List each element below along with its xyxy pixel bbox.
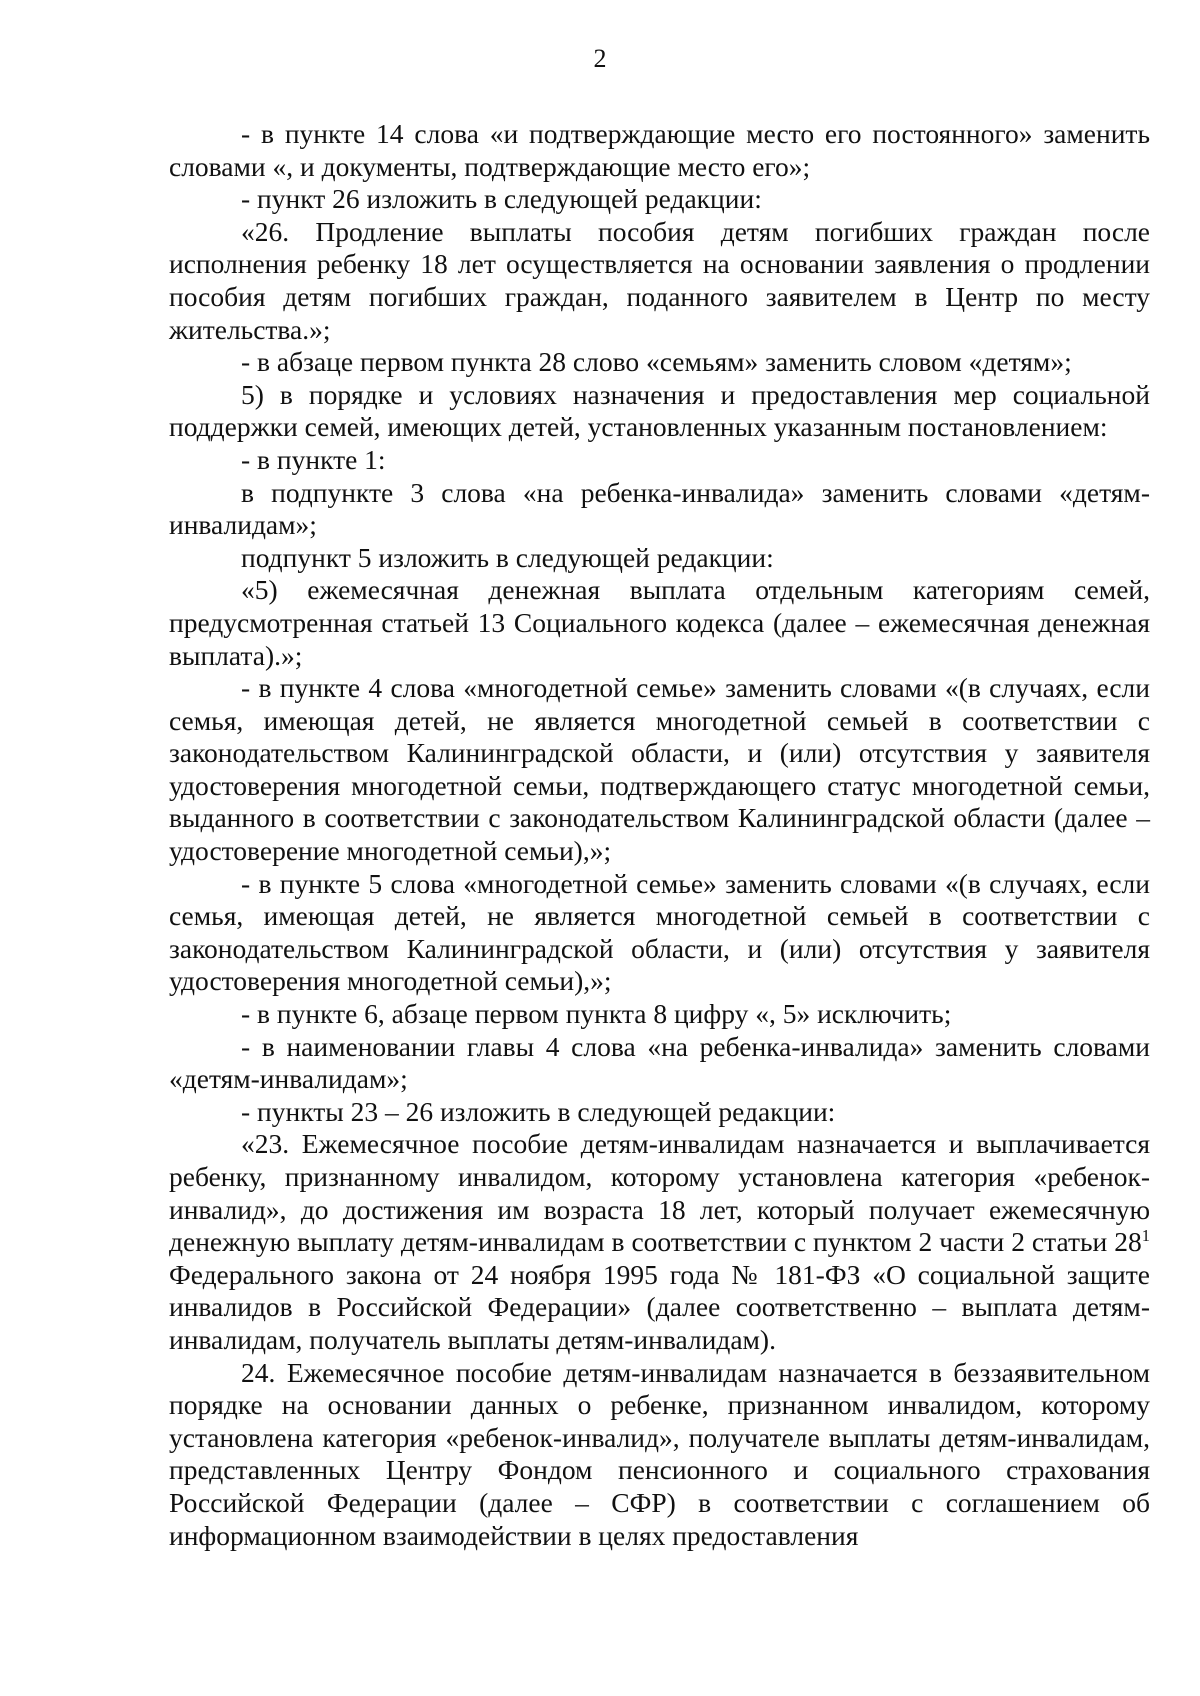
- paragraph-item-4-amendment: - в пункте 4 слова «многодетной семье» заменить словами «(в случаях, если семья, имеющая детей, не является многодетной семьей в соответствии с законодательством Калининградской области, и (или) отсутствия у заявителя удостоверения многодетной семьи, подтверждающего статус многодетной семьи, выданного в соответствии с законодательством Калининградской области (далее – удостоверение многодетной семьи),»;: [169, 672, 1150, 867]
- paragraph-item-6-8-amendment: - в пункте 6, абзаце первом пункта 8 цифру «, 5» исключить;: [241, 998, 952, 1030]
- paragraph-subitem-5-intro: подпункт 5 изложить в следующей редакции:: [241, 541, 774, 573]
- page-number: 2: [593, 44, 607, 73]
- document-body: [169, 118, 1150, 1552]
- paragraph-item-26-text: «26. Продление выплаты пособия детям погибших граждан после исполнения ребенку 18 лет осуществляется на основании заявления о продлении пособия детям погибших граждан, поданного заявителем в Центр по месту жительства.»;: [169, 215, 1150, 345]
- paragraph-section-5: 5) в порядке и условиях назначения и предоставления мер социальной поддержки семей, имеющих детей, установленных указанным постановлением:: [169, 378, 1150, 443]
- paragraph-subitem-3-amendment: в подпункте 3 слова «на ребенка-инвалида» заменить словами «детям-инвалидам»;: [169, 476, 1150, 541]
- article-superscript: 1: [1141, 1226, 1150, 1246]
- paragraph-chapter-4-title-amendment: - в наименовании главы 4 слова «на ребенка-инвалида» заменить словами «детям-инвалидам»;: [169, 1030, 1150, 1095]
- paragraph-item-1-intro: - в пункте 1:: [241, 443, 386, 475]
- paragraph-items-23-26-intro: - пункты 23 – 26 изложить в следующей редакции:: [241, 1095, 836, 1127]
- paragraph-subitem-5-text: «5) ежемесячная денежная выплата отдельным категориям семей, предусмотренная статьей 13 Социального кодекса (далее – ежемесячная денежная выплата).»;: [169, 574, 1150, 671]
- item-23-text-end: Федерального закона от 24 ноября 1995 года № 181-ФЗ «О социальной защите инвалидов в Российской Федерации» (далее соответственно – выплата детям-инвалидам, получатель выплаты детям-инвалидам).: [169, 1258, 1150, 1355]
- paragraph-item-28-amendment: - в абзаце первом пункта 28 слово «семьям» заменить словом «детям»;: [241, 346, 1072, 378]
- item-23-text-start: «23. Ежемесячное пособие детям-инвалидам назначается и выплачивается ребенку, признанному инвалидом, которому установлена категория «ребенок-инвалид», до достижения им возраста 18 лет, который получает ежемесячную денежную выплату детям-инвалидам в соответствии с пунктом 2 части 2 статьи 28: [169, 1128, 1150, 1258]
- paragraph-item-5-amendment: - в пункте 5 слова «многодетной семье» заменить словами «(в случаях, если семья, имеющая детей, не является многодетной семьей в соответствии с законодательством Калининградской области, и (или) отсутствия у заявителя удостоверения многодетной семьи),»;: [169, 867, 1150, 997]
- paragraph-item-26-intro: - пункт 26 изложить в следующей редакции:: [241, 183, 762, 215]
- paragraph-item-24-text: 24. Ежемесячное пособие детям-инвалидам назначается в беззаявительном порядке на основании данных о ребенке, признанном инвалидом, которому установлена категория «ребенок-инвалид», получателе выплаты детям-инвалидам, представленных Центру Фондом пенсионного и социального страхования Российской Федерации (далее – СФР) в соответствии с соглашением об информационном взаимодействии в целях предоставления: [169, 1356, 1150, 1551]
- paragraph-item-23-text: [169, 1128, 1150, 1356]
- paragraph-item-14-amendment: - в пункте 14 слова «и подтверждающие место его постоянного» заменить словами «, и документы, подтверждающие место его»;: [169, 118, 1150, 182]
